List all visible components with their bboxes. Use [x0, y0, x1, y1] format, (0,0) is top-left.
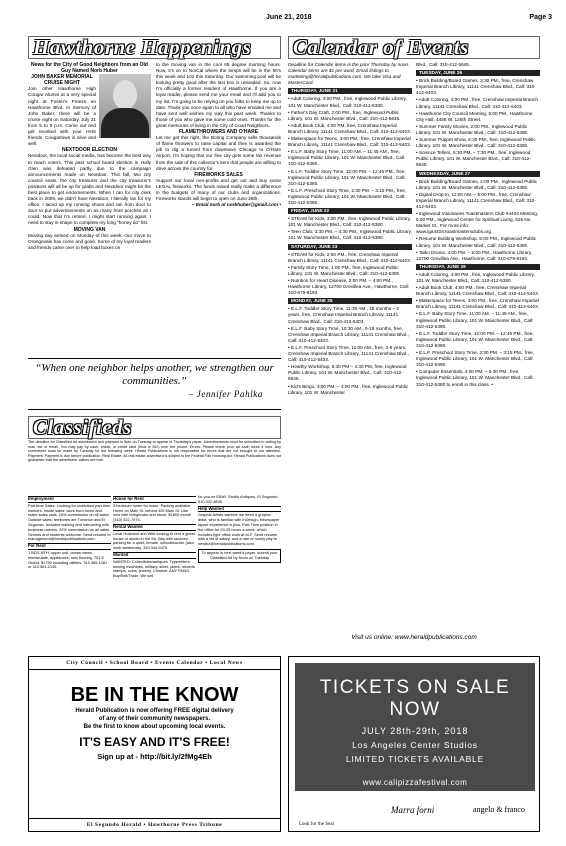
calendar-event: • STEAM for Kids, 3:00 PM., free, Inglewood Public Library, 101 W. Manchester Blvd., Call: 310-412-5380.	[288, 216, 411, 228]
calendar-event: • E.L.F. Baby Story Time, 10:30 AM., 0-18 months, free, Crenshaw Imperial Branch Library, 11141 Crenshaw Blvd., Call: 310-412-5403.	[288, 325, 409, 343]
calendar-event: • Inglewood Visionaries Toastmasters Club #4404 Meeting, 6:00 PM., Inglewood Center for Spiritual Living, 525 No. Market St., For more info: www.iga4404.toastmastersclubs.org.	[416, 211, 539, 235]
calendar-day-header: SATURDAY, JUNE 23	[288, 244, 412, 250]
classified-category: Employment	[28, 496, 111, 503]
sponsor-seal: Look for the Seal	[299, 822, 334, 827]
classifieds-col-2	[113, 495, 196, 631]
classified-ad: 3 bedroom home for lease. Parking available. Home on Main St. behind 425 Main St. Like new with refrigerator and stove. $1800 month (310) 322-7075.	[113, 502, 192, 523]
calendar-event: • Taiko Drums, 4:00 PM. – 5:00 PM., Hawthorne Library, 12700 Grevillea Ave., Hawthorne, Call: 310-679-8193.	[416, 249, 533, 261]
calendar-event: • Adult Coloring, 4:00 PM., free, Crenshaw Imperial Branch Library, 11141 Crenshaw Blvd., Call: 310-412-5403.	[416, 97, 539, 109]
happenings-column-2	[156, 62, 281, 354]
classified-category: Help Wanted	[198, 506, 281, 513]
heading-flamethrowers: FLAMETHROWERS AND O'HARE	[178, 129, 259, 136]
ad-limited: LIMITED TICKETS AVAILABLE	[345, 754, 485, 764]
paragraph-flamethrowers: Let me get this right, the Boring Company sells thousands of flame throwers to raise capital and then is awarded the job to dig a tunnel from downtown Chicago to O'Hare Airport. I'm hoping that our fine city gets some tax revenue from the sale of this collector's item that people are willing to drive across the country for.	[156, 135, 281, 171]
heading-cruise-night: JOHN BAKER MEMORIAL CRUISE NIGHT	[31, 74, 93, 87]
promo-line-2: of any of their community newspapers.	[98, 716, 211, 722]
calendar-event: • Adult Coloring, 4:00 PM., free, Inglewood Public Library, 101 W. Manchester Blvd., Call: 310-412-5380.	[288, 96, 407, 108]
calendar-event: • Hawthorne City Council Meeting, 6:00 PM., Hawthorne City Hall, 4455 W. 126th Street.	[416, 110, 533, 122]
calendar-event: • E.L.F. Baby Story Time, 11:00 AM. – 11:45 AM., free, Inglewood Public Library, 101 W. Manchester Blvd., Call: 310-412-5380.	[288, 149, 406, 167]
promo-line-3: Be the first to know about upcoming local events.	[83, 724, 226, 730]
author-signoff: – Email norb at norbhuber@gmail.com •	[191, 202, 281, 208]
classified-deadline-box: To appear in next week's paper, submit your Classified Ad by Noon on Tuesday	[198, 549, 281, 563]
calendar-event: • Family Story Time, 1:00 PM., free, Inglewood Public Library, 101 W. Manchester Blvd., Call: 310-412-5380.	[288, 264, 401, 276]
classifieds-col-3	[198, 495, 281, 631]
calendar-event: • Kid's Bingo, 3:00 PM. – 4:00 PM., free, Inglewood Public Library, 101 W. Manchester	[288, 383, 409, 395]
calendar-event: • Digital Drop-In, 11:00 AM. – 5:00 PM., free, Crenshaw Imperial Branch Library, 11141 Crenshaw Blvd., Call: 310-412-5403.	[416, 191, 536, 209]
happenings-column-1	[28, 62, 151, 354]
calendar-deadline: Deadline for Calendar items is the prior Thursday by noon. Calendar items are $1 per word. Email listings to marketing@heraldpublications.com. We take Visa and MasterCard.	[288, 62, 410, 86]
calendar-column-1	[288, 62, 412, 652]
calendar-event: • Makerspace for Teens, 3:00 PM., free, Crenshaw Imperial Branch Library, 11141 Crenshaw Blvd., Call: 310-412-5403.	[288, 136, 411, 148]
promo-headline: BE IN THE KNOW	[70, 684, 239, 706]
calendar-list-2	[416, 62, 540, 388]
classifieds-col-1	[28, 495, 111, 631]
calendar-day-header: TUESDAY, JUNE 26	[416, 70, 540, 76]
paragraph-fireworks: Support our local non-profits and get out and buy some LEGAL fireworks. The funds raised really make a difference in the budgets of many of our clubs and organizations. Fireworks stands will begin to open on June 28th.	[156, 177, 281, 202]
calendar-day-header: MONDAY, JUNE 25	[288, 298, 412, 304]
calendar-event: • Makerspace for Teens, 3:00 PM., free, Crenshaw Imperial Branch Library, 11141 Crenshaw Blvd., Call: 310-412-5403.	[416, 298, 539, 310]
calendar-day-header: THURSDAY, JUNE 21	[288, 88, 412, 94]
classifieds-banner: Classifieds	[28, 416, 281, 439]
paragraph-moving-cont: to the moving van in the cool 68 degree morning hours. Now, it's on to NorCal where the temps will be in the 90's this week and 102 this Saturday. Our swimming pool will be looking pretty good after the last box is unloaded. So, now I'm officially a former resident of Hawthorne. If you are a loyal reader, please send me your email and I'll add you to my list. I'm going to be relying on you folks to keep me up to date. Thank you once again to all who have emailed me and have sent well wishes my way this past week. Thanks to those of you who gave me some cold ones. Thanks for the great memories of living in the City of Good Neighbors.	[156, 62, 281, 128]
pizza-festival-ad	[288, 656, 540, 832]
heading-nextdoor: NEXTDOOR ELECTION	[61, 147, 117, 154]
page-header	[0, 14, 566, 26]
calendar-event: • Resume Building Workshop, 5:00 PM., Inglewood Public Library, 101 W. Manchester Blvd., Call: 310-412-5380.	[416, 236, 537, 248]
classifieds-columns	[28, 495, 281, 631]
ad-venue: Los Angeles Center Studios	[352, 740, 478, 750]
page-number: Page 3	[529, 14, 552, 21]
paragraph-moving-van: Moving day arrived on Monday of this week. Our move to Orangevale has come and gone. Some of my loyal readers and friends came over to help load boxes on	[28, 232, 151, 250]
calendar-list-1	[288, 88, 412, 395]
classified-ad: Part-time Sales. Looking for motivated part-time workers. Inside sales: work from home and make sales calls. 15% commission on all sales. Outside sales: territories are Torrance and El Segundo. Includes walking and interacting with business owners. 20% commission on all sales. Seniors and students welcome. Send resume to management@heraldpublications.com.	[28, 502, 111, 542]
classified-ad: for you on EBAY. Studio Antiques, El Segundo. 310.322.3895.	[198, 495, 279, 504]
calendar-day-header: THURSDAY, JUNE 28	[416, 264, 540, 270]
promo-topics-strip: City Council • School Board • Events Calendar • Local News	[29, 657, 280, 670]
calendar-event: • STEAM for Kids, 2:00 PM., free, Crenshaw Imperial Branch Library, 11141 Crenshaw Blvd., Call: 310-412-5403.	[288, 251, 411, 263]
sponsor-angelo-franco: angelo & franco	[473, 805, 525, 814]
heading-fireworks: FIREWORKS SALES	[194, 171, 243, 178]
calendar-event: • Brick Building/Board Games, 2:00 PM., Inglewood Public Library, 101 W. Manchester Blvd., Call: 310-412-5380.	[416, 178, 537, 190]
paragraph-nextdoor: Nextdoor, the local social media, has become the best way to reach voters. This past school board election in Holly Glen was defeated partly due to the campaign announcements made on Nextdoor. This fall, two city council seats, the city treasurer and the city treasurer's positions will all be up for grabs and Nextdoor might be the best place to get endorsements. When I ran for city clerk back in 2009, we didn't have Nextdoor, I literally ran for my office. I laced up my running shoes and ran from door to door to put advertisements on as many front porches as I could. Now that I'm retired, I might start running again. I need to stay in shape to complete my long "honey do" list.	[28, 153, 151, 226]
calendar-banner: Calendar of Events	[288, 36, 540, 59]
calendar-event: • E.L.F. Toddler Story Time, 12:00 PM. – 12:45 PM., free, Inglewood Public Library, 101 W. Manchester Blvd., Call: 310-412-5380.	[288, 168, 406, 186]
calendar-event: • Science Tellers, 6:30 PM. – 7:30 PM., free, Inglewood Public Library, 101 W. Manchester Blvd., Call: 310-412-5645.	[416, 150, 531, 168]
ad-url[interactable]: www.calipizzafestival.com	[362, 778, 468, 787]
classified-ad: WANTED: Collectibles/antiques. Typewriters, sewing machines, military, silver, jades, records, stamps, coins, jewelry, Chinese. ANYTHING. Buy/Sell/Trade. We sell	[113, 558, 196, 579]
classified-category: House for Rent	[113, 496, 196, 503]
classified-category: Rental Wanted	[113, 524, 196, 531]
promo-easy: IT'S EASY AND IT'S FREE!	[79, 735, 230, 749]
calendar-event: • Brick Building/Board Games, 3:30 PM., free, Crenshaw Imperial Branch Library, 11141 Crenshaw Blvd., Call: 310-412-5403.	[416, 78, 536, 96]
promo-line-1: Herald Publication is now offering FREE digital delivery	[75, 708, 234, 714]
classified-ad: Graphic Artists wanted: we need a graphic artist, who is familiar with InDesign. Newspaper layout experience a plus. Part-Time position in the office for 20-25 hours a week, which includes light office work at M-F. Send resume with a list of salary, and a rate of hourly pay to newbiz@heraldpublications.com.	[198, 512, 280, 547]
sponsor-marra-forni: Marra forni	[391, 805, 435, 815]
calendar-event: • Adult Book Club, 4:00 PM, free, Crenshaw Imperial Branch Library, 11141 Crenshaw Blvd., Call: 310-412-5403.	[288, 122, 411, 134]
calendar-event: • E.L.F. Preschool Story Time, 2:30 PM. – 3:15 PM., free, Inglewood Public Library, 101 W. Manchester Blvd., Call: 310-412-5380.	[416, 350, 535, 368]
calendar-column-2	[416, 62, 540, 652]
classified-category: For Rent	[28, 543, 111, 550]
calendar-event: • E.L.F. Baby Story Time, 11:00 AM. – 11:45 AM., free, Inglewood Public Library, 101 W. Manchester Blvd., Call: 310-412-5380.	[416, 311, 534, 329]
hawthorne-happenings-banner: Hawthorne Happenings	[28, 36, 281, 59]
calendar-day-header: FRIDAY, JUNE 22	[288, 208, 412, 214]
calendar-event: • Computer Essentials, 4:00 PM. – 5:30 PM., free, Inglewood Public Library, 101 W. Manchester Blvd., Call: 310-412-5380 to enroll in this class. •	[416, 369, 534, 387]
calendar-event: • E.L.F. Preschool Story Time, 2:30 PM. – 3:15 PM., free, Inglewood Public Library, 101 W. Manchester Blvd., Call: 310-412-5380.	[288, 187, 407, 205]
calendar-event: • E.L.F. Preschool Story Time, 11:00 AM., free, 3-5 years, Crenshaw Imperial Branch Library, 11141 Crenshaw Blvd., Call: 310-412-5403.	[288, 344, 409, 363]
calendar-event: • Adult Coloring, 4:00 PM., free, Inglewood Public Library, 101 W. Manchester Blvd., Call: 310-412-5380.	[416, 271, 535, 283]
promo-papers-strip: El Segundo Herald • Hawthorne Press Tribune	[29, 818, 280, 831]
ad-sponsors	[295, 795, 535, 829]
pull-quote	[28, 358, 281, 410]
ad-dates: JULY 28th-29th, 2018	[361, 726, 469, 736]
digital-delivery-promo	[28, 656, 281, 832]
calendar-day-header: WEDNESDAY, JUNE 27	[416, 171, 540, 177]
calendar-event: • Teen Club, 3:30 PM. – 4:30 PM., Inglewood Public Library, 101 W. Manchester Blvd., Call: 310-412-5380.	[288, 229, 412, 241]
heading-moving-van: MOVING VAN	[73, 226, 106, 233]
calendar-event: • Nutrition for Heart Disease, 2:00 PM. – 4:00 PM., Hawthorne Library, 12700 Grevillea Ave., Hawthorne, Call: 310-679-8193.	[288, 278, 409, 296]
calendar-event: • Summer Family Movies, 2:00 PM., Inglewood Public Library, 101 W. Manchester Blvd., Call: 310-412-5380.	[416, 123, 529, 135]
classified-ad: 1 BD/1 BTH, upper unit, ocean views, immaculate, appliances, new flooring. 701 E. Grand. $1750 including utilities. 310.365.1481 or 310.561.2149.	[28, 549, 108, 570]
author-photo	[99, 74, 151, 138]
issue-date: June 21, 2018	[266, 14, 312, 21]
ad-tickets: TICKETS ON SALE NOW	[319, 677, 511, 720]
classified-ad: Local Husband and Wife looking to rent a guest house or studio in the So. Bay with secured parking for a quiet, female, schoolteacher (also work weekends). 310.944.5475.	[113, 530, 195, 551]
calendar-event: Blvd., Call: 310-412-5645.	[416, 62, 471, 67]
happenings-intro: News for the City of Good Neighbors from an Old Guy Named Norb Huber	[31, 62, 148, 75]
calendar-event: • E.L.F. Toddler Story Time, 11:30 AM., 18 months – 3 years, free, Crenshaw Imperial Branch Library, 11141 Crenshaw Blvd., Call: 310-412-5403.	[288, 306, 399, 324]
calendar-event: • Adult Book Club, 4:00 PM., free, Crenshaw Imperial Branch Library, 11141 Crenshaw Blvd., Call: 310-412-5403.	[416, 285, 539, 297]
paragraph-cruise-night: Join other Hawthorne High Cougar Alumni at a very special night at Foster's Freeze on Hawthorne Blvd. In memory of John Baker, there will be a cruise night on Saturday, July 21 from 5 to 9 p.m. Come out and get reunited with your HHS friends. Cougartown is alive and well.	[28, 86, 96, 147]
calendar-event: • Healthy Workshop, 5:30 PM – 4:30 PM, free, Inglewood Public Library, 101 W. Manchester Blvd., Call: 310-412-5645.	[288, 364, 407, 382]
visit-online: Visit us online: www.heraldpublications.com	[351, 634, 477, 641]
calendar-event: • Summer Puppet Show, 6:30 PM., free, Inglewood Public Library, 101 W. Manchester Blvd., Call: 310-412-5380.	[416, 137, 536, 149]
promo-signup-link[interactable]: Sign up at - http://bit.ly/2fMg4Eh	[97, 752, 212, 761]
classified-category: Wanted	[113, 552, 196, 559]
quote-author: – Jennifer Pahlka	[188, 389, 263, 399]
calendar-event: • Father's Day Craft, 2:00 PM., free, Inglewood Public Library, 101 W. Manchester Blvd., Call: 310-412-5645.	[288, 109, 401, 121]
ad-panel	[295, 663, 535, 791]
classifieds-intro: The deadline for Classified Ad submission and payment is 5pm on Tuesday to appear in Thursday's paper. Advertisements must be submitted in writing by mail, fax or email. You may pay by cash, check, or credit card (Visa or MC) over the phone. Errors: Please check your ad each week it runs. Any corrections must be made by Tuesday for the following week. Herald Publications is not responsible for errors that are not brought to our attention. Payment: Payment is due before publication. Real Estate: All real estate advertised is subject to the Federal Fair Housing Act. Herald Publications does not guarantee that the advertisers' claims are true.	[28, 440, 281, 463]
quote-text: “When one neighbor helps another, we strengthen our communities.”	[35, 362, 274, 387]
calendar-event: • E.L.F. Toddler Story Time, 12:00 PM. – 12:45 PM., free, Inglewood Public Library, 101 W. Manchester Blvd., Call: 310-412-5380.	[416, 330, 534, 348]
